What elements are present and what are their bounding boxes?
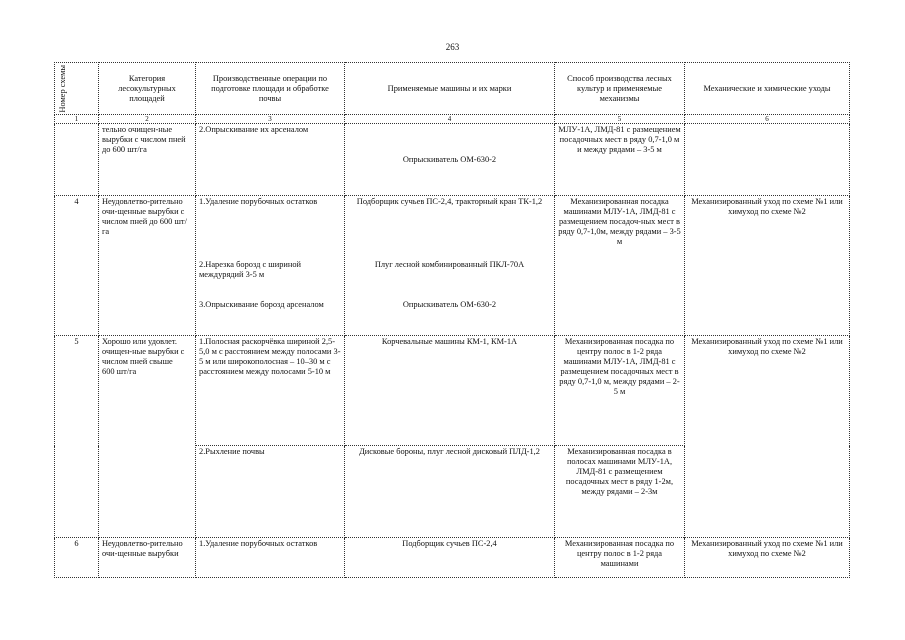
machine-item: Опрыскиватель ОМ-630-2 (402, 300, 497, 309)
method-cell: Механизированная посадка по центру полос в 1-2 ряда машинами (555, 538, 685, 578)
machine-item: Подборщик сучьев ПС-2,4, тракторный кран ТК-1,2 (356, 197, 543, 206)
machine-cell: Опрыскиватель ОМ-630-2 (345, 124, 555, 196)
operation-item: 2.Нарезка борозд с шириной междурядий 3-5 м (199, 260, 302, 279)
header-method: Способ производства лесных культур и применяемые механизмы (555, 63, 685, 115)
table-row (55, 124, 850, 196)
header-scheme-number: Номер схемы (55, 63, 99, 115)
column-number: 4 (345, 115, 555, 124)
method-cell: Механизированная посадка машинами МЛУ-1А, ЛМД-81 с размещением посадоч-ных мест в ряду 0,7-1,0м, между рядами – 3-5 м (555, 196, 685, 336)
care-cell: Механизированный уход по схеме №1 или химуход по схеме №2 (685, 196, 850, 336)
header-category: Категория лесокультурных площадей (99, 63, 196, 115)
operation-cell: 2.Опрыскивание их арсеналом (196, 124, 345, 196)
scheme-number: 4 (55, 196, 99, 336)
scheme-number: 6 (55, 538, 99, 578)
table-row (55, 538, 850, 578)
column-number: 1 (55, 115, 99, 124)
header-row (55, 63, 850, 115)
category-cell: Неудовлетво-рительно очи-щенные вырубки с числом пней до 600 шт/га (99, 196, 196, 336)
column-number-row (55, 115, 850, 124)
forest-culture-table (54, 62, 850, 578)
header-machines: Применяемые машины и их марки (345, 63, 555, 115)
machine-item: Плуг лесной комбинированный ПКЛ-70А (374, 260, 525, 269)
table-row (55, 196, 850, 336)
scheme-number (55, 124, 99, 196)
column-number: 3 (196, 115, 345, 124)
care-cell: Механизированный уход по схеме №1 или химуход по схеме №2 (685, 336, 850, 538)
operation-item: 1.Удаление порубочных остатков (199, 197, 318, 206)
machine-cell (345, 196, 555, 336)
scheme-number: 5 (55, 336, 99, 538)
care-cell (685, 124, 850, 196)
page-number: 263 (445, 42, 460, 52)
column-number: 2 (99, 115, 196, 124)
method-cell: Механизированная посадка по центру полос в 1-2 ряда машинами МЛУ-1А, ЛМД-81 с размещением посадочных мест в ряду 0,7-1,0 м, между рядами – 2-5 м (555, 336, 685, 446)
operation-cell: 1.Полосная раскорчёвка шириной 2,5-5,0 м с расстоянием между полосами 3-5 м или широкополосная – 10–30 м с расстоянием между полосами 5-10 м (196, 336, 345, 446)
operation-cell: 2.Рыхление почвы (196, 446, 345, 538)
header-operations: Производственные операции по подготовке площади и обработке почвы (196, 63, 345, 115)
operation-item: 3.Опрыскивание борозд арсеналом (199, 300, 324, 309)
category-cell: тельно очищен-ные вырубки с числом пней до 600 шт/га (99, 124, 196, 196)
operation-cell (196, 196, 345, 336)
machine-cell: Дисковые бороны, плуг лесной дисковый ПЛД-1,2 (345, 446, 555, 538)
method-cell: Механизированная посадка в полосах машинами МЛУ-1А, ЛМД-81 с размещением посадочных мест в ряду 1-2м, между рядами – 2-3м (555, 446, 685, 538)
care-cell: Механизированный уход по схеме №1 или химуход по схеме №2 (685, 538, 850, 578)
machine-cell: Корчевальные машины КМ-1, КМ-1А (345, 336, 555, 446)
method-cell: МЛУ-1А, ЛМД-81 с размещением посадочных мест в ряду 0,7-1,0 м и между рядами – 3-5 м (555, 124, 685, 196)
machine-cell: Подборщик сучьев ПС-2,4 (345, 538, 555, 578)
category-cell: Хорошо или удовлет. очищен-ные вырубки с числом пней свыше 600 шт/га (99, 336, 196, 538)
operation-cell: 1.Удаление порубочных остатков (196, 538, 345, 578)
column-number: 5 (555, 115, 685, 124)
column-number: 6 (685, 115, 850, 124)
category-cell: Неудовлетво-рительно очи-щенные вырубки (99, 538, 196, 578)
header-care: Механические и химические уходы (685, 63, 850, 115)
table-row (55, 336, 850, 446)
